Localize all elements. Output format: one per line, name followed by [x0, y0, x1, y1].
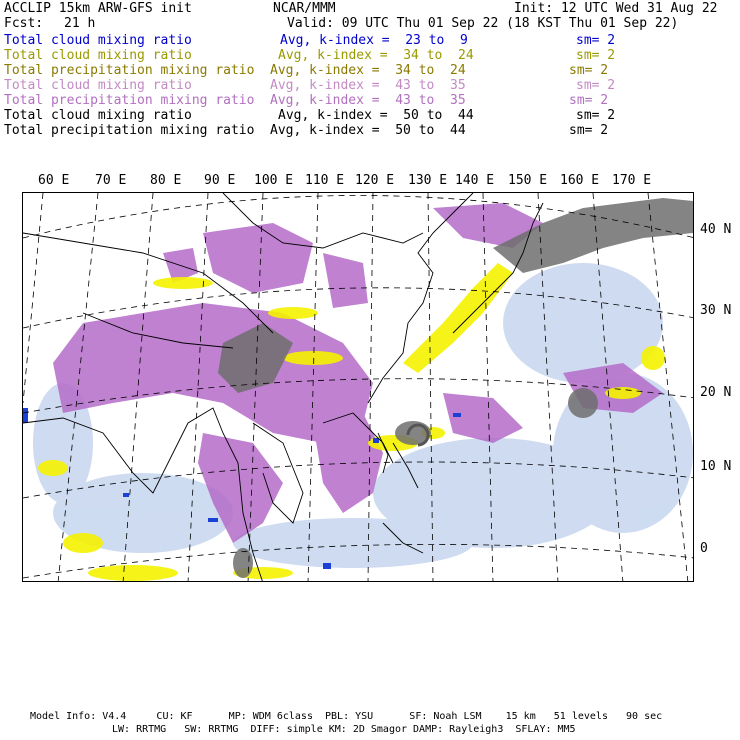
legend-smoothing: sm= 2 — [576, 78, 616, 93]
init-time: Init: 12 UTC Wed 31 Aug 22 — [514, 1, 718, 16]
longitude-tick-label: 150 E — [508, 173, 548, 188]
forecast-hour: 21 h — [64, 16, 96, 31]
center-label: NCAR/MMM — [273, 1, 336, 16]
latitude-tick-label: 40 N — [700, 222, 732, 237]
legend-avg-index: Avg, k-index = 43 to 35 — [270, 93, 466, 108]
legend-smoothing: sm= 2 — [569, 93, 609, 108]
valid-time: Valid: 09 UTC Thu 01 Sep 22 (18 KST Thu 01 Sep 22) — [287, 16, 679, 31]
longitude-tick-label: 90 E — [204, 173, 236, 188]
longitude-tick-label: 70 E — [95, 173, 127, 188]
legend-avg-index: Avg, k-index = 50 to 44 — [270, 123, 466, 138]
map-canvas — [23, 193, 694, 582]
legend-avg-index: Avg, k-index = 43 to 35 — [270, 78, 466, 93]
latitude-tick-label: 20 N — [700, 385, 732, 400]
legend-smoothing: sm= 2 — [576, 33, 616, 48]
longitude-tick-label: 100 E — [254, 173, 294, 188]
longitude-tick-label: 60 E — [38, 173, 70, 188]
legend-field-label: Total cloud mixing ratio — [4, 48, 192, 63]
longitude-tick-label: 130 E — [408, 173, 448, 188]
forecast-label: Fcst: — [4, 16, 44, 31]
longitude-tick-label: 80 E — [150, 173, 182, 188]
longitude-tick-label: 170 E — [612, 173, 652, 188]
legend-avg-index: Avg, k-index = 34 to 24 — [270, 63, 466, 78]
plot-title: ACCLIP 15km ARW-GFS init — [4, 1, 192, 16]
latitude-tick-label: 10 N — [700, 459, 732, 474]
legend-field-label: Total precipitation mixing ratio — [4, 93, 255, 108]
legend-smoothing: sm= 2 — [576, 48, 616, 63]
model-info-line1: Model Info: V4.4 CU: KF MP: WDM 6class PBL: YSU SF: Noah LSM 15 km 51 levels 90 sec — [30, 711, 663, 722]
legend-avg-index: Avg, k-index = 23 to 9 — [280, 33, 468, 48]
legend-smoothing: sm= 2 — [569, 63, 609, 78]
legend-field-label: Total cloud mixing ratio — [4, 78, 192, 93]
legend-smoothing: sm= 2 — [576, 108, 616, 123]
legend-smoothing: sm= 2 — [569, 123, 609, 138]
longitude-tick-label: 120 E — [355, 173, 395, 188]
map-panel — [22, 192, 694, 582]
legend-field-label: Total precipitation mixing ratio — [4, 63, 255, 78]
longitude-tick-label: 140 E — [455, 173, 495, 188]
legend-field-label: Total cloud mixing ratio — [4, 108, 192, 123]
legend-avg-index: Avg, k-index = 34 to 24 — [278, 48, 474, 63]
longitude-tick-label: 110 E — [305, 173, 345, 188]
latitude-tick-label: 30 N — [700, 303, 732, 318]
longitude-tick-label: 160 E — [560, 173, 600, 188]
latitude-tick-label: 0 — [700, 541, 708, 556]
legend-field-label: Total precipitation mixing ratio — [4, 123, 255, 138]
legend-avg-index: Avg, k-index = 50 to 44 — [278, 108, 474, 123]
model-info-line2: LW: RRTMG SW: RRTMG DIFF: simple KM: 2D Smagor DAMP: Rayleigh3 SFLAY: MM5 — [112, 724, 576, 735]
legend-field-label: Total cloud mixing ratio — [4, 33, 192, 48]
